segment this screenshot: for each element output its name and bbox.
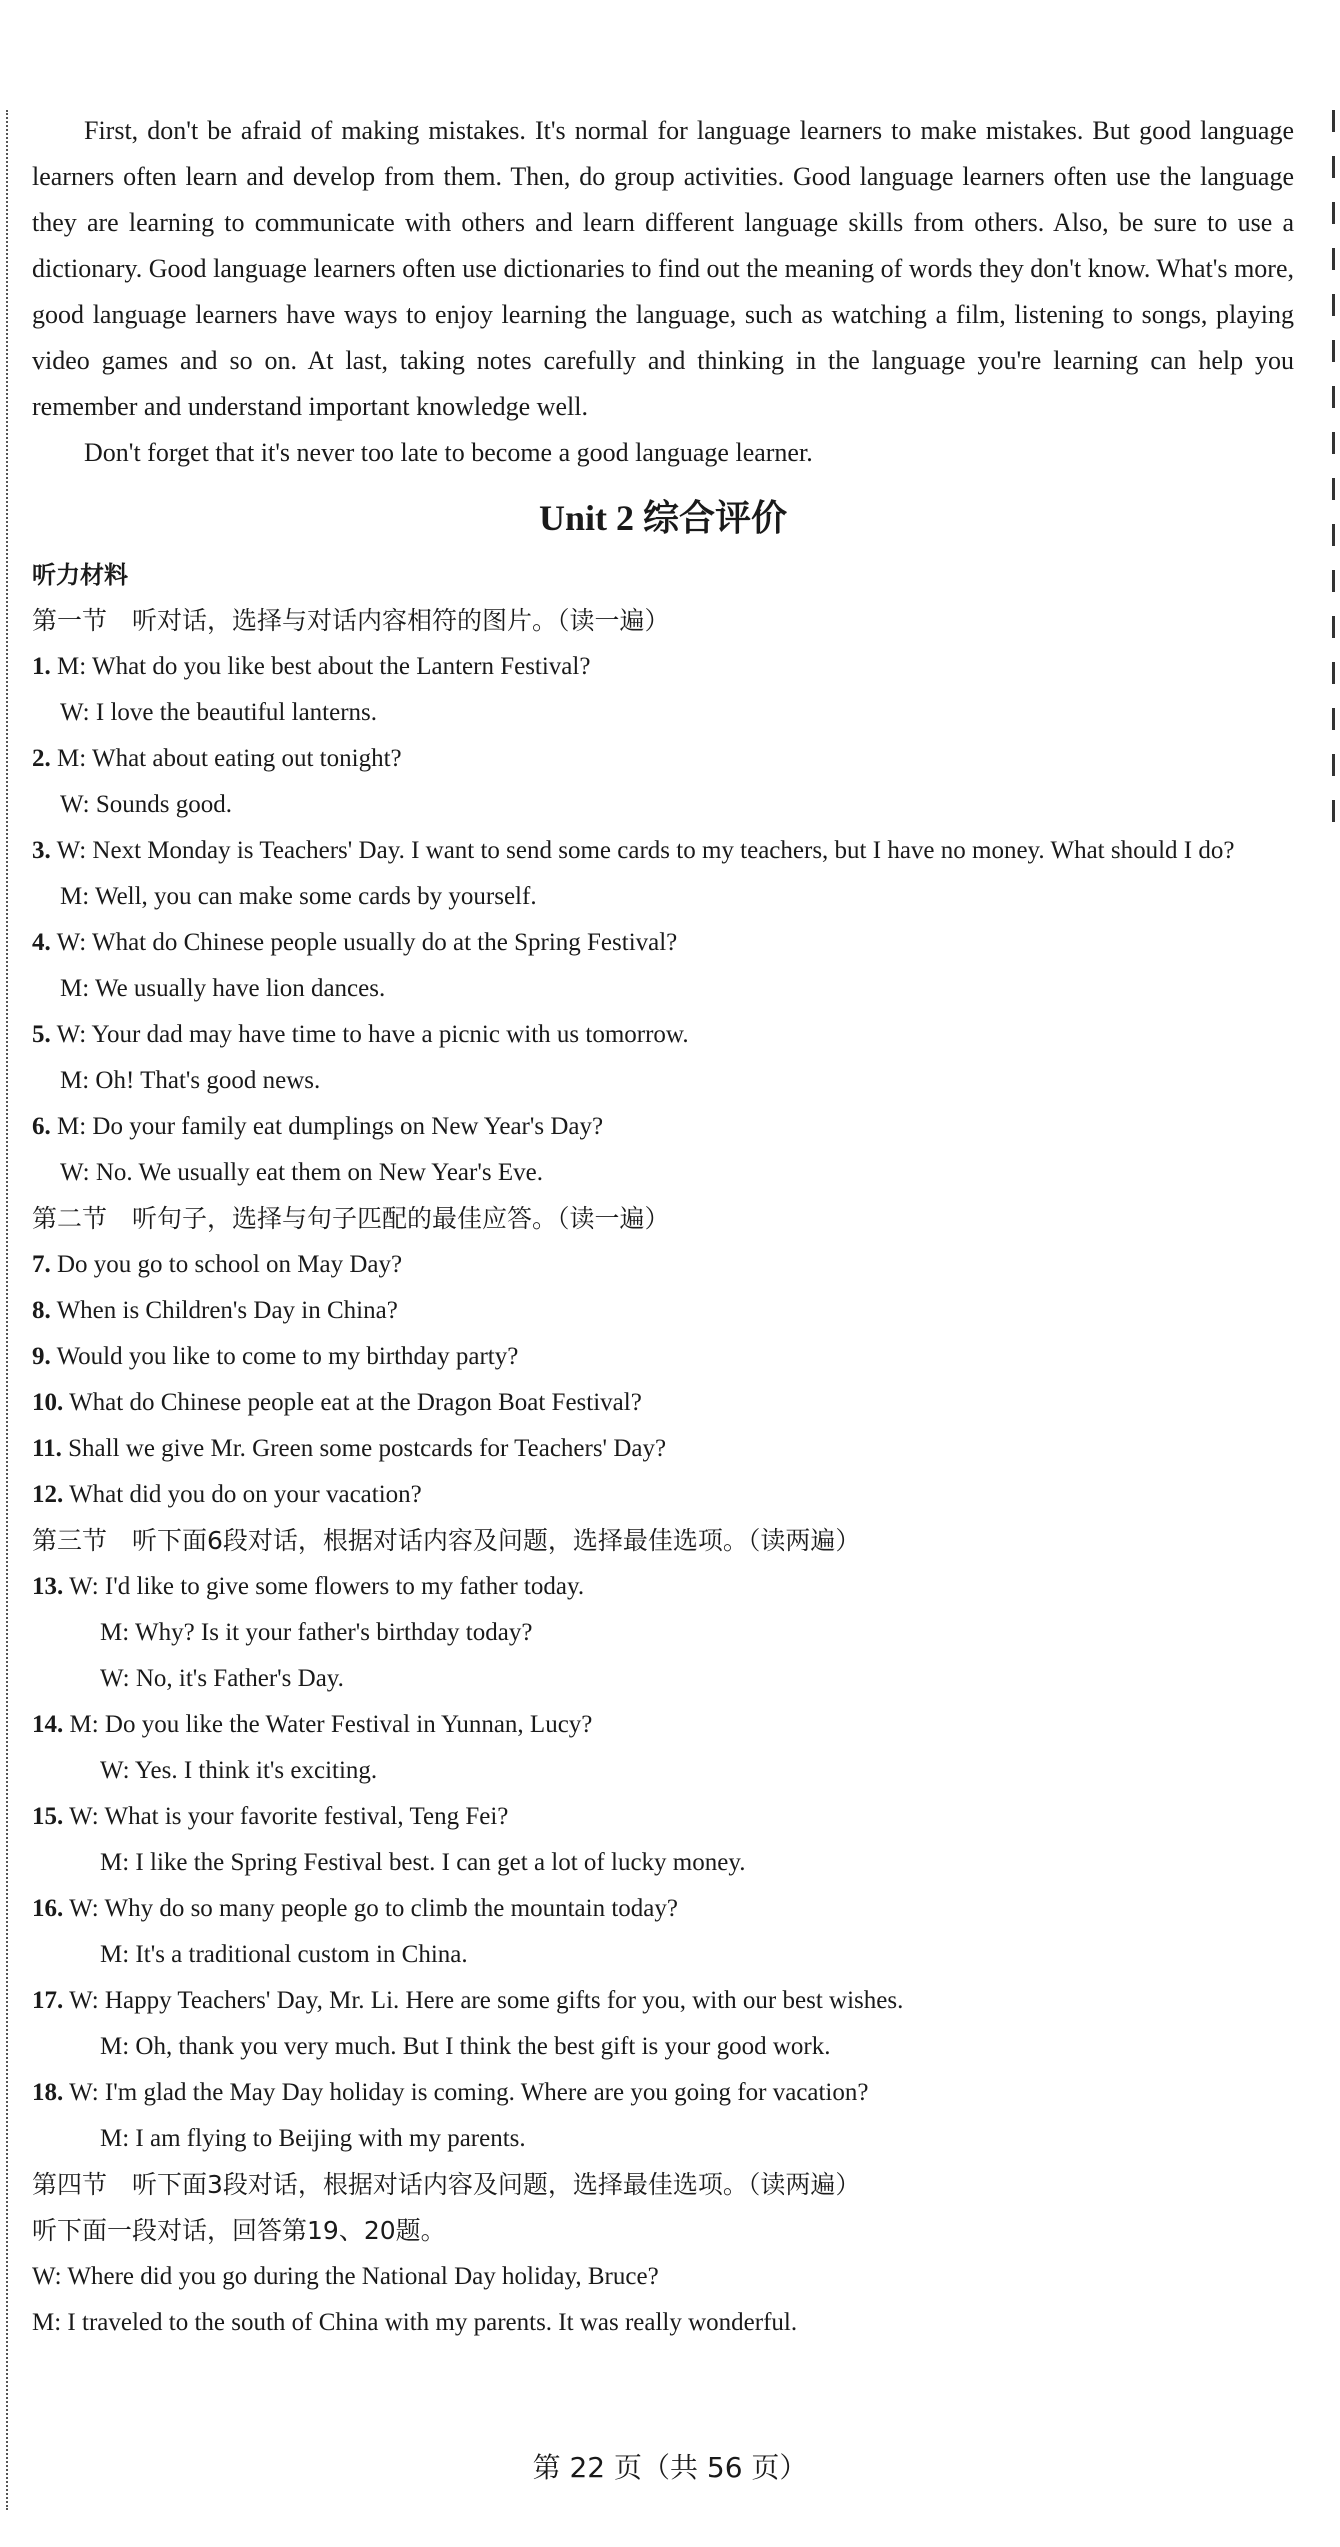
- passage-paragraph: Don't forget that it's never too late to become a good language learner.: [84, 438, 813, 467]
- item-number: 5.: [32, 1021, 51, 1048]
- dialogue-line: W: I'd like to give some flowers to my father today.: [69, 1573, 585, 1600]
- item-number: 13.: [32, 1573, 64, 1600]
- sentence: When is Children's Day in China?: [56, 1297, 398, 1324]
- dialogue-line: M: Why? Is it your father's birthday today?: [100, 1619, 533, 1646]
- dialogue-line: M: We usually have lion dances.: [60, 975, 386, 1002]
- dialogue-line: M: Do your family eat dumplings on New Year's Day?: [57, 1113, 604, 1140]
- item-14: [32, 1702, 1294, 1794]
- right-edge-marks: [1326, 110, 1340, 930]
- dialogue-line: W: Happy Teachers' Day, Mr. Li. Here are some gifts for you, with our best wishes.: [69, 1987, 904, 2014]
- item-number: 3.: [32, 837, 51, 864]
- item-6: [32, 1104, 1294, 1196]
- item-7: [32, 1242, 1294, 1288]
- item-number: 14.: [32, 1711, 64, 1738]
- dialogue-line: M: What do you like best about the Lantern Festival?: [57, 653, 591, 680]
- item-10: [32, 1380, 1294, 1426]
- dialogue-line: M: I traveled to the south of China with my parents. It was really wonderful.: [32, 2309, 798, 2336]
- section-4-subtitle: 听下面一段对话，回答第19、20题。: [32, 2216, 446, 2245]
- dialogue-line: W: Sounds good.: [60, 791, 232, 818]
- item-2: [32, 736, 1294, 828]
- item-16: [32, 1886, 1294, 1978]
- section-4-title: 第四节 听下面3段对话，根据对话内容及问题，选择最佳选项。（读两遍）: [32, 2170, 861, 2199]
- item-8: [32, 1288, 1294, 1334]
- item-number: 10.: [32, 1389, 64, 1416]
- item-5: [32, 1012, 1294, 1104]
- passage-paragraph: First, don't be afraid of making mistakes. It's normal for language learners to make mistakes. But good language learners often learn and develop from them. Then, do group activities. Good language learners often use the language they are learning to communicate with others and learn different language skills from others. Also, be sure to use a dictionary. Good language learners often use dictionaries to find out the meaning of words they don't know. What's more, good language learners have ways to enjoy learning the language, such as watching a film, listening to songs, playing video games and so on. At last, taking notes carefully and thinking in the language you're learning can help you remember and understand important knowledge well.: [32, 116, 1294, 421]
- dialogue-line: W: No. We usually eat them on New Year's Eve.: [60, 1159, 543, 1186]
- dialogue-line: M: Oh! That's good news.: [60, 1067, 321, 1094]
- item-9: [32, 1334, 1294, 1380]
- dialogue-line: M: Well, you can make some cards by yourself.: [60, 883, 537, 910]
- item-number: 7.: [32, 1251, 51, 1278]
- unit-title: Unit 2 综合评价: [538, 498, 787, 538]
- item-number: 4.: [32, 929, 51, 956]
- dialogue-line: W: I'm glad the May Day holiday is coming. Where are you going for vacation?: [69, 2079, 869, 2106]
- item-17: [32, 1978, 1294, 2070]
- dialogue-line: W: Your dad may have time to have a picnic with us tomorrow.: [56, 1021, 689, 1048]
- page-content: [32, 108, 1294, 2346]
- dialogue-line: M: I am flying to Beijing with my parents.: [100, 2125, 526, 2152]
- section-3-title: 第三节 听下面6段对话，根据对话内容及问题，选择最佳选项。（读两遍）: [32, 1526, 861, 1555]
- dialogue-line: M: Oh, thank you very much. But I think the best gift is your good work.: [100, 2033, 831, 2060]
- item-15: [32, 1794, 1294, 1886]
- sentence: Do you go to school on May Day?: [57, 1251, 403, 1278]
- listening-heading: 听力材料: [32, 561, 128, 589]
- dialogue-line: M: Do you like the Water Festival in Yunnan, Lucy?: [69, 1711, 593, 1738]
- sentence: Would you like to come to my birthday party?: [56, 1343, 519, 1370]
- item-13: [32, 1564, 1294, 1702]
- item-3: [32, 828, 1294, 920]
- item-number: 12.: [32, 1481, 64, 1508]
- dialogue-line: W: Next Monday is Teachers' Day. I want to send some cards to my teachers, but I have no money. What should I do?: [56, 837, 1235, 864]
- binding-dotted-line: [6, 110, 8, 2510]
- dialogue-line: M: What about eating out tonight?: [57, 745, 402, 772]
- item-number: 9.: [32, 1343, 51, 1370]
- item-12: [32, 1472, 1294, 1518]
- item-number: 15.: [32, 1803, 64, 1830]
- item-number: 8.: [32, 1297, 51, 1324]
- dialogue-line: W: Where did you go during the National Day holiday, Bruce?: [32, 2263, 659, 2290]
- item-number: 11.: [32, 1435, 62, 1462]
- dialogue-line: W: What do Chinese people usually do at the Spring Festival?: [56, 929, 678, 956]
- section-2-title: 第二节 听句子，选择与句子匹配的最佳应答。（读一遍）: [32, 1204, 670, 1233]
- item-1: [32, 644, 1294, 736]
- item-number: 17.: [32, 1987, 64, 2014]
- item-11: [32, 1426, 1294, 1472]
- sentence: What did you do on your vacation?: [69, 1481, 422, 1508]
- dialogue-line: W: I love the beautiful lanterns.: [60, 699, 378, 726]
- dialogue-line: W: Why do so many people go to climb the mountain today?: [69, 1895, 678, 1922]
- dialogue-line: W: Yes. I think it's exciting.: [100, 1757, 378, 1784]
- item-18: [32, 2070, 1294, 2162]
- item-4: [32, 920, 1294, 1012]
- dialogue-line: W: What is your favorite festival, Teng Fei?: [69, 1803, 509, 1830]
- section-1-title: 第一节 听对话，选择与对话内容相符的图片。（读一遍）: [32, 606, 670, 635]
- page-number-footer: 第 22 页（共 56 页）: [532, 2451, 808, 2484]
- dialogue-line: M: I like the Spring Festival best. I can get a lot of lucky money.: [100, 1849, 746, 1876]
- item-number: 6.: [32, 1113, 51, 1140]
- sentence: Shall we give Mr. Green some postcards for Teachers' Day?: [68, 1435, 667, 1462]
- sentence: What do Chinese people eat at the Dragon Boat Festival?: [69, 1389, 642, 1416]
- dialogue-line: M: It's a traditional custom in China.: [100, 1941, 468, 1968]
- item-number: 18.: [32, 2079, 64, 2106]
- dialogue-line: W: No, it's Father's Day.: [100, 1665, 344, 1692]
- item-number: 2.: [32, 745, 51, 772]
- item-number: 1.: [32, 653, 51, 680]
- item-number: 16.: [32, 1895, 64, 1922]
